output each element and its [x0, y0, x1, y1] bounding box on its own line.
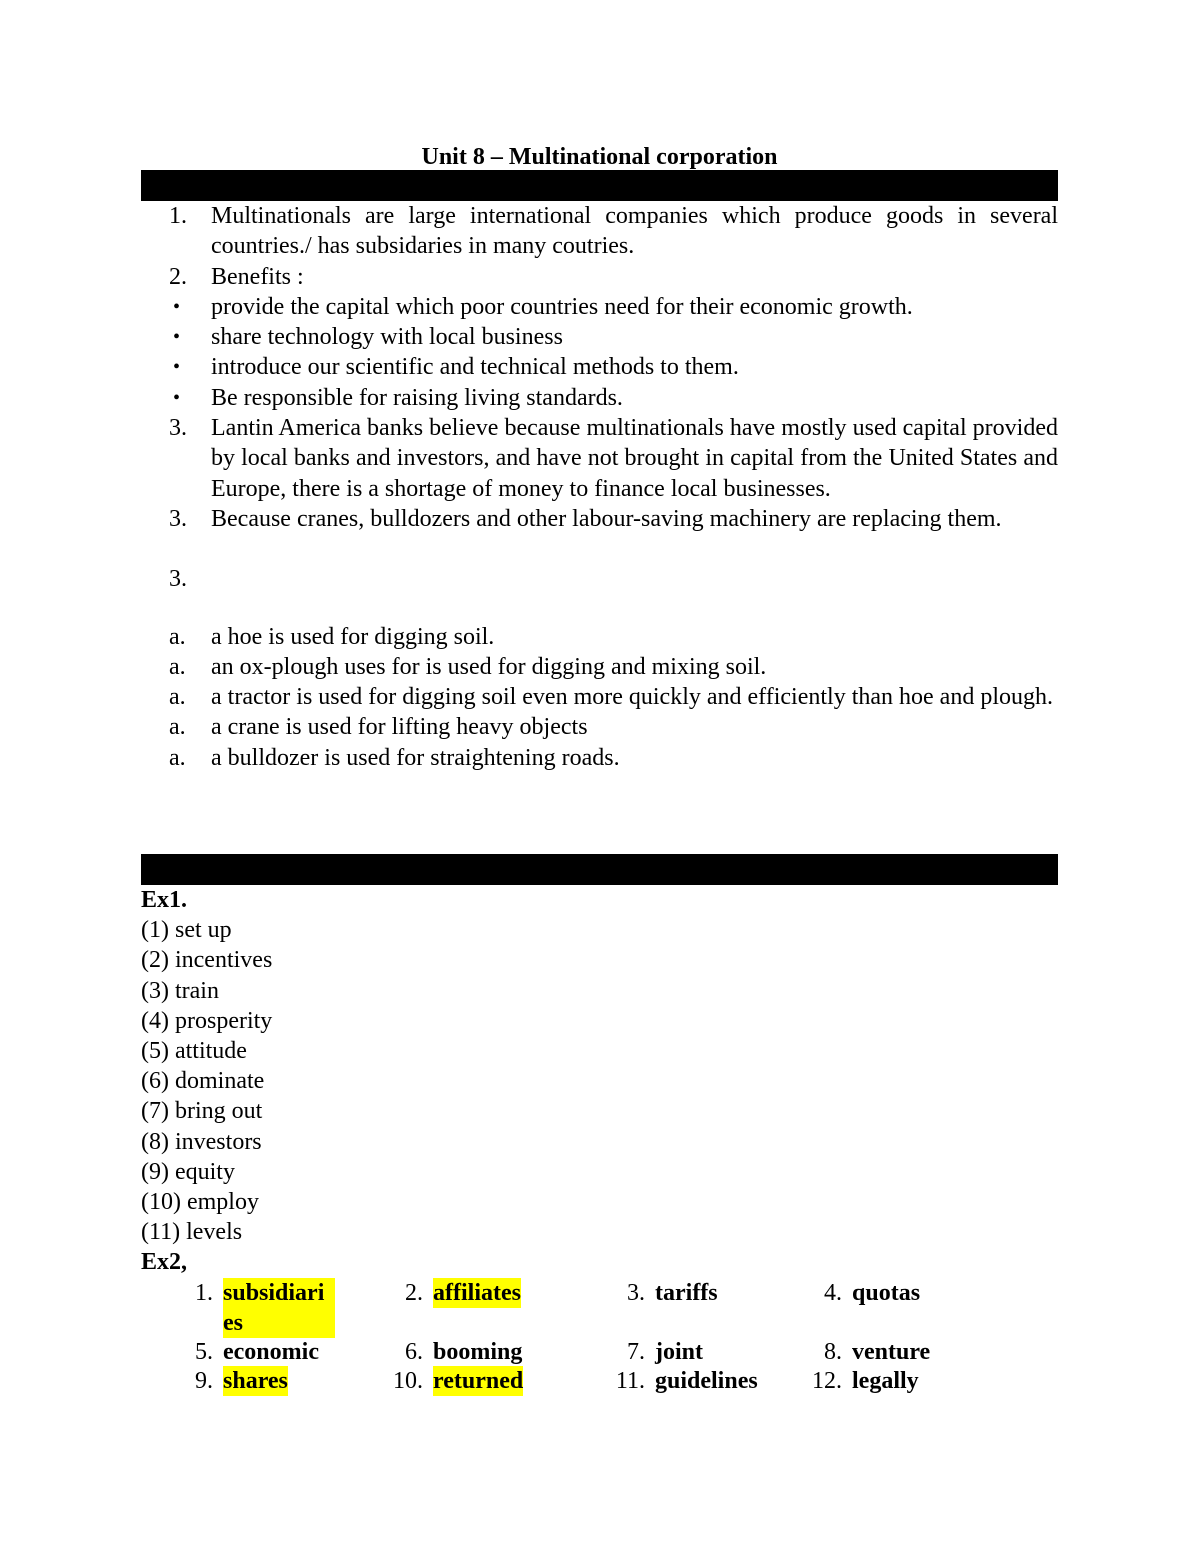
exercises-section	[141, 885, 1058, 1398]
answer-number: 1.	[195, 1279, 213, 1306]
ex1-answer: (6) dominate	[141, 1068, 265, 1095]
bullet-icon: •	[173, 386, 181, 409]
item-text: Be responsible for raising living standards.	[211, 384, 623, 411]
ex2-answer	[609, 1337, 703, 1367]
item-marker: 3.	[169, 566, 187, 593]
item-text: Benefits :	[211, 263, 304, 290]
bullet-icon: •	[173, 295, 181, 318]
item-marker: a.	[169, 653, 186, 680]
item-text: an ox-plough uses for is used for digging and mixing soil.	[211, 653, 767, 680]
bullet-item	[141, 352, 1058, 382]
answer-word: guidelines	[655, 1367, 758, 1394]
answer-number: 5.	[195, 1338, 213, 1365]
ex2-heading: Ex2,	[141, 1249, 188, 1276]
item-marker: 3.	[169, 415, 187, 442]
item-marker: a.	[169, 744, 186, 771]
list-item	[141, 262, 1058, 292]
bullet-item	[141, 383, 1058, 413]
section-divider-bar	[141, 170, 1058, 201]
section-divider-bar	[141, 854, 1058, 885]
item-marker: a.	[169, 623, 186, 650]
ex1-heading: Ex1.	[141, 887, 188, 913]
item-text: a tractor is used for digging soil even more quickly and efficiently than hoe and plough.	[211, 684, 1054, 711]
ex1-answer: (9) equity	[141, 1158, 235, 1185]
answer-word: joint	[655, 1338, 703, 1365]
answer-word: economic	[223, 1338, 319, 1365]
answer-word: subsidiaries	[223, 1278, 335, 1338]
answer-word: booming	[433, 1338, 523, 1365]
ex1-answer: (5) attitude	[141, 1038, 247, 1065]
answer-number: 9.	[195, 1367, 213, 1394]
list-item	[141, 564, 1058, 594]
ex2-answer	[806, 1337, 930, 1367]
answer-word: quotas	[852, 1279, 921, 1306]
answer-word: legally	[852, 1367, 919, 1394]
ex1-answer: (2) incentives	[141, 947, 273, 974]
answer-number: 11.	[615, 1367, 645, 1394]
answer-word: affiliates	[433, 1279, 521, 1306]
item-marker: 1.	[169, 203, 187, 229]
ex1-answer: (1) set up	[141, 917, 232, 944]
ex2-answer	[177, 1366, 288, 1396]
ex2-answer	[806, 1278, 920, 1308]
item-text: introduce our scientific and technical methods to them.	[211, 354, 739, 381]
section1-list	[141, 201, 1058, 773]
answer-number: 7.	[627, 1338, 645, 1365]
answer-number: 8.	[824, 1338, 842, 1365]
bullet-icon: •	[173, 356, 181, 379]
ex2-answer	[387, 1278, 521, 1308]
item-marker: a.	[169, 714, 186, 741]
bullet-item	[141, 292, 1058, 322]
ex2-answer	[387, 1366, 523, 1396]
ex1-answer: (4) prosperity	[141, 1007, 273, 1034]
answer-word: returned	[433, 1367, 524, 1394]
item-marker: 2.	[169, 263, 187, 290]
ex2-answer-grid	[141, 1278, 1058, 1398]
item-text: Multinationals are large international companies which produce goods in several countries./ has subsidaries in many coutries.	[211, 203, 1058, 260]
ex1-answer: (3) train	[141, 977, 219, 1004]
item-marker: a.	[169, 684, 186, 711]
ex1-answer: (8) investors	[141, 1128, 262, 1155]
list-item	[141, 201, 1058, 262]
list-item	[141, 413, 1058, 504]
list-item	[141, 682, 1058, 712]
answer-number: 6.	[405, 1338, 423, 1365]
list-item	[141, 652, 1058, 682]
item-text: Lantin America banks believe because multinationals have mostly used capital provided by local banks and investors, and have not brought in capital from the United States and Europe, there is a shortage of money to finance local businesses.	[211, 415, 1058, 502]
ex2-answer	[387, 1337, 522, 1367]
list-item	[141, 622, 1058, 652]
answer-number: 4.	[824, 1279, 842, 1306]
ex2-answer	[806, 1366, 919, 1396]
ex2-answer	[177, 1337, 319, 1367]
answer-number: 10.	[393, 1367, 423, 1394]
item-text: a crane is used for lifting heavy objects	[211, 714, 588, 741]
item-text: Because cranes, bulldozers and other labour-saving machinery are replacing them.	[211, 505, 1002, 532]
item-text: a hoe is used for digging soil.	[211, 623, 495, 650]
bullet-item	[141, 322, 1058, 352]
item-text: provide the capital which poor countries need for their economic growth.	[211, 293, 913, 320]
answer-word: venture	[852, 1338, 931, 1365]
item-text: share technology with local business	[211, 324, 563, 351]
page-title: Unit 8 – Multinational corporation	[421, 144, 778, 170]
ex2-answer	[609, 1366, 758, 1396]
answer-number: 3.	[627, 1279, 645, 1306]
item-text: a bulldozer is used for straightening roads.	[211, 744, 620, 771]
ex1-answer: (11) levels	[141, 1219, 243, 1246]
ex1-answer: (7) bring out	[141, 1098, 263, 1125]
item-marker: 3.	[169, 505, 187, 532]
answer-number: 12.	[812, 1367, 842, 1394]
answer-word: tariffs	[655, 1279, 718, 1306]
list-item	[141, 712, 1058, 742]
list-item	[141, 743, 1058, 773]
list-item	[141, 504, 1058, 534]
ex2-answer	[177, 1278, 335, 1338]
ex1-answer: (10) employ	[141, 1189, 259, 1216]
bullet-icon: •	[173, 326, 181, 349]
answer-word: shares	[223, 1367, 288, 1394]
ex2-answer	[609, 1278, 718, 1308]
answer-number: 2.	[405, 1279, 423, 1306]
